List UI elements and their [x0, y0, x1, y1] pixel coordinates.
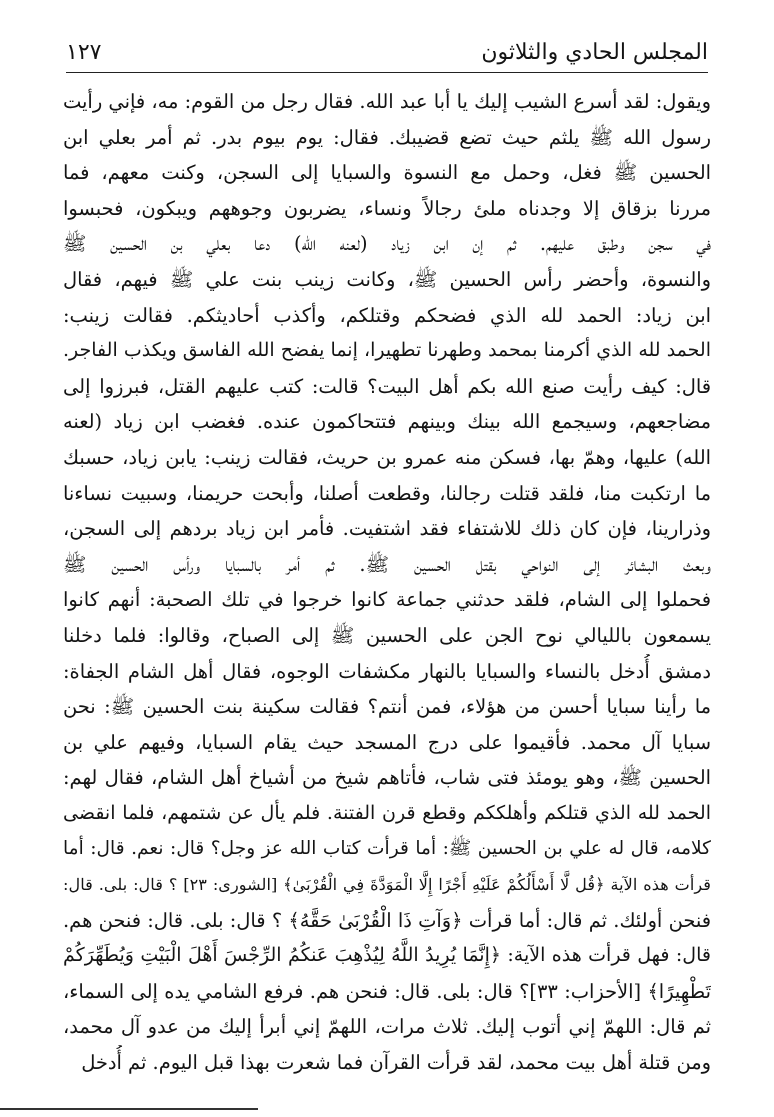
text-line: الله) عليها، وهمّ بها، فسكن منه عمرو بن حريث، فقالت زينب: يابن زياد، حسبك: [63, 445, 711, 469]
text-line: فنحن أولئك. ثم قال: أما قرأت ﴿وَآتِ ذَا الْقُرْبَىٰ حَقَّهُ﴾ ؟ قال: بلى. قال: فنحن هم.: [63, 908, 711, 932]
text-line: وبعث البشائر إلى النواحي بقتل الحسين ﷺ. ثم أمر بالسبايا ورأس الحسين ﷺ: [63, 552, 711, 576]
text-line: قرأت هذه الآية ﴿قُل لَّا أَسْأَلُكُمْ عَلَيْهِ أَجْرًا إِلَّا الْمَوَدَّةَ فِي الْقُرْبَىٰ﴾ [الشورى: ٢٣] ؟ قال: بلى. قال:: [63, 875, 711, 895]
page-header: [66, 28, 708, 68]
text-line: الحسين ﷺ، وهو يومئذ فتى شاب، فأتاهم شيخ من أشياخ أهل الشام، فقال لهم:: [63, 766, 711, 790]
footer-divider: [0, 1108, 258, 1110]
text-line: ويقول: لقد أسرع الشيب إليك يا أبا عبد الله. فقال رجل من القوم: مه، فإني رأيت: [63, 90, 711, 113]
text-line: مررنا بزقاق إلا وجدناه ملئ رجالاً ونساء، يضربون وجوههم ويبكون، فحبسوا: [63, 196, 711, 220]
text-line: سبايا آل محمد. فأقيموا على درج المسجد حيث يقام السبايا، وفيهم علي بن: [63, 730, 711, 754]
body-text: [63, 84, 711, 1081]
page-number: ١٢٧: [66, 40, 102, 65]
text-line: رسول الله ﷺ يلثم حيث تضع قضيبك. فقال: يوم بيوم بدر. ثم أمر بعلي ابن: [63, 125, 711, 149]
text-line: ثم قال: اللهمّ إني أتوب إليك. ثلاث مرات، اللهمّ إني أبرأ إليك من عدو آل محمد،: [63, 1015, 711, 1039]
text-line: مضاجعهم، وسيجمع الله بينك وبينهم فتتحاكمون عنده. فغضب ابن زياد (لعنه: [63, 410, 711, 434]
text-line: ما ارتكبت منا، فلقد قتلت رجالنا، وقطعت أصلنا، وأبحت حريمنا، وسبيت نساءنا: [63, 481, 711, 505]
text-line: الحمد لله الذي أكرمنا بمحمد وطهرنا تطهيرا، إنما يفضح الله الفاسق ويكذب الفاجر.: [63, 339, 711, 362]
text-line: قال: كيف رأيت صنع الله بكم أهل البيت؟ قالت: كتب عليهم القتل، فبرزوا إلى: [63, 374, 711, 398]
header-divider: [66, 72, 708, 73]
text-line: في سجن وطبق عليهم. ثم إن ابن زياد (لعنه الله) دعا بعلي بن الحسين ﷺ: [63, 232, 711, 256]
text-line: ابن زياد: الحمد لله الذي فضحكم وقتلكم، وأكذب أحاديثكم. فقالت زينب:: [63, 303, 711, 327]
text-line: ومن قتلة أهل بيت محمد، لقد قرأت القرآن فما شعرت بهذا قبل اليوم. ثم أُدخل: [81, 1051, 711, 1075]
text-line: والنسوة، وأحضر رأس الحسين ﷺ، وكانت زينب بنت علي ﷺ فيهم، فقال: [63, 267, 711, 291]
text-line: وذرارينا، فإن كان ذلك للاشتفاء فقد اشتفيت. فأمر ابن زياد بردهم إلى السجن،: [63, 517, 711, 541]
text-line: تَطْهِيرًا﴾ [الأحزاب: ٣٣]؟ قال: بلى. قال: فنحن هم. فرفع الشامي يده إلى السماء،: [63, 979, 711, 1003]
text-line: ما رأينا سبايا أحسن من هؤلاء، فمن أنتم؟ فقالت سكينة بنت الحسين ﷺ: نحن: [63, 695, 711, 719]
text-line: دمشق أُدخل بالنساء والسبايا بالنهار مكشفات الوجوه، فقال أهل الشام الجفاة:: [63, 659, 711, 683]
text-line: الحسين ﷺ فغل، وحمل مع النسوة والسبايا إلى السجن، وكنت معهم، فما: [63, 161, 711, 185]
chapter-title: المجلس الحادي والثلاثون: [481, 40, 708, 65]
text-line: الحمد لله الذي قتلكم وأهلككم وقطع قرن الفتنة. فلم يأل عن شتمهم، فلما انقضى: [63, 801, 711, 824]
text-line: فحملوا إلى الشام، فلقد حدثني جماعة كانوا خرجوا في تلك الصحبة: أنهم كانوا: [63, 588, 711, 612]
text-line: قال: فهل قرأت هذه الآية: ﴿إِنَّمَا يُرِيدُ اللَّهُ لِيُذْهِبَ عَنكُمُ الرِّجْسَ أَهْلَ الْبَيْتِ وَيُطَهِّرَكُمْ: [63, 944, 711, 967]
text-line: كلامه، قال له علي بن الحسين ﷺ: أما قرأت كتاب الله عز وجل؟ قال: نعم. قال: أما: [63, 838, 711, 860]
text-line: يسمعون بالليالي نوح الجن على الحسين ﷺ إلى الصباح، وقالوا: فلما دخلنا: [63, 623, 711, 647]
